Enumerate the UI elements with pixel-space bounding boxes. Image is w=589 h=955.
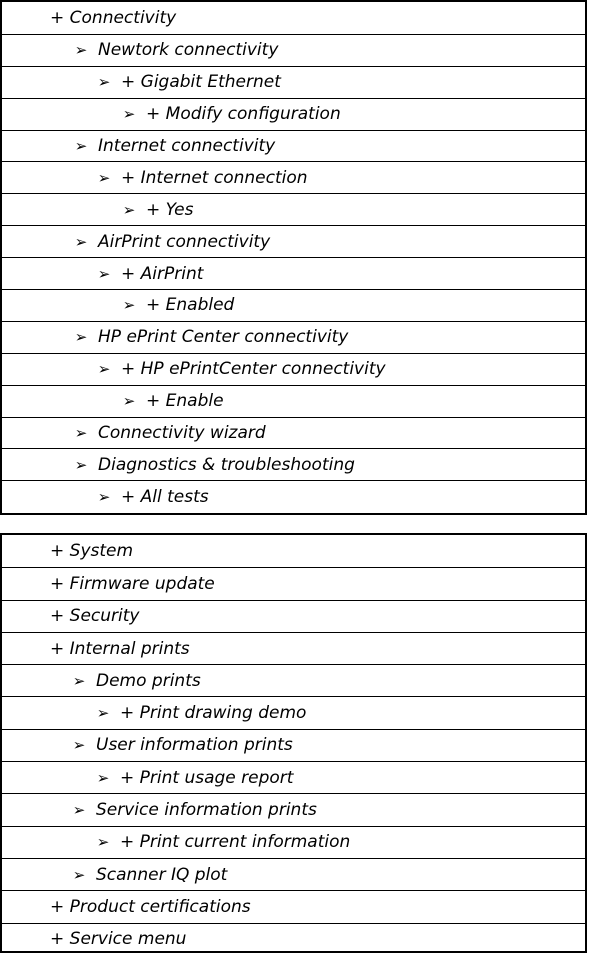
menu-row-label: + Firmware update [50, 573, 215, 594]
menu-row-label: + Internet connection [121, 167, 308, 188]
menu-row-label: + Print drawing demo [120, 703, 307, 724]
menu-row-service-menu [2, 923, 585, 955]
menu-row-network-connectivity [2, 34, 585, 66]
menu-row-security [2, 600, 585, 632]
arrow-bullet-icon: ➢ [122, 296, 136, 315]
menu-row-internal-prints [2, 632, 585, 664]
menu-row-enable [2, 385, 585, 417]
arrow-bullet-icon: ➢ [74, 137, 88, 155]
menu-row-label: + Yes [146, 199, 194, 220]
menu-row-label: + Print current information [120, 832, 351, 853]
arrow-bullet-icon: ➢ [97, 73, 111, 92]
menu-row-hp-eprintcenter-connectivity [2, 353, 585, 385]
menu-row-label: Newtork connectivity [98, 40, 279, 61]
arrow-bullet-icon: ➢ [74, 41, 88, 60]
menu-row-label: + Internal prints [50, 638, 190, 659]
menu-row-label: + Connectivity [50, 7, 177, 28]
menu-row-print-drawing-demo [2, 696, 585, 728]
menu-row-label: + Enabled [146, 295, 235, 316]
arrow-bullet-icon: ➢ [122, 200, 136, 219]
menu-row-label: + Product certifications [50, 896, 251, 917]
menu-row-label: + All tests [121, 486, 209, 507]
arrow-bullet-icon: ➢ [96, 704, 110, 723]
arrow-bullet-icon: ➢ [97, 264, 111, 283]
menu-row-user-information-prints [2, 729, 585, 761]
arrow-bullet-icon: ➢ [72, 671, 86, 690]
menu-row-label: + HP ePrintCenter connectivity [121, 359, 386, 380]
menu-row-modify-configuration [2, 98, 585, 130]
menu-row-connectivity-wizard [2, 417, 585, 449]
menu-row-service-information-prints [2, 793, 585, 825]
menu-row-print-usage-report [2, 761, 585, 793]
menu-row-label: + Security [50, 606, 140, 627]
menu-row-label: Demo prints [96, 670, 201, 691]
menu-row-system [2, 535, 585, 567]
arrow-bullet-icon: ➢ [97, 487, 111, 506]
menu-row-label: + Gigabit Ethernet [121, 72, 281, 93]
system-menu-table [0, 533, 587, 953]
menu-row-yes [2, 193, 585, 225]
arrow-bullet-icon: ➢ [122, 105, 136, 124]
menu-row-label: Internet connectivity [98, 136, 276, 156]
menu-row-internet-connectivity [2, 130, 585, 162]
menu-row-firmware-update [2, 567, 585, 599]
menu-row-demo-prints [2, 664, 585, 696]
menu-row-connectivity [2, 2, 585, 34]
arrow-bullet-icon: ➢ [97, 168, 111, 187]
menu-row-label: Diagnostics & troubleshooting [98, 454, 355, 475]
arrow-bullet-icon: ➢ [72, 736, 86, 755]
menu-row-hp-eprint-center-connectivity [2, 321, 585, 353]
arrow-bullet-icon: ➢ [72, 865, 86, 884]
menu-row-internet-connection [2, 161, 585, 193]
menu-row-product-certifications [2, 890, 585, 922]
menu-row-label: + Print usage report [120, 767, 294, 788]
arrow-bullet-icon: ➢ [74, 232, 88, 251]
arrow-bullet-icon: ➢ [74, 328, 88, 347]
arrow-bullet-icon: ➢ [96, 833, 110, 852]
menu-row-all-tests [2, 480, 585, 512]
menu-row-diagnostics-troubleshooting [2, 448, 585, 480]
menu-row-label: HP ePrint Center connectivity [98, 327, 349, 348]
menu-row-label: + Modify configuration [146, 104, 341, 125]
arrow-bullet-icon: ➢ [96, 768, 110, 787]
menu-row-print-current-information [2, 826, 585, 858]
menu-row-gigabit-ethernet [2, 66, 585, 98]
menu-row-scanner-iq-plot [2, 858, 585, 890]
arrow-bullet-icon: ➢ [74, 455, 88, 474]
menu-row-label: + Enable [146, 391, 224, 412]
menu-row-label: Service information prints [96, 800, 317, 821]
arrow-bullet-icon: ➢ [97, 360, 111, 379]
menu-row-label: + System [50, 541, 134, 562]
menu-row-label: Scanner IQ plot [96, 864, 228, 885]
menu-row-label: + AirPrint [121, 263, 204, 284]
menu-row-label: Connectivity wizard [98, 423, 266, 444]
menu-row-label: + Service menu [50, 929, 187, 950]
arrow-bullet-icon: ➢ [122, 392, 136, 411]
arrow-bullet-icon: ➢ [72, 801, 86, 820]
menu-row-airprint-connectivity [2, 225, 585, 257]
menu-row-label: User information prints [96, 735, 293, 756]
menu-row-airprint [2, 257, 585, 289]
menu-row-enabled [2, 289, 585, 321]
arrow-bullet-icon: ➢ [74, 424, 88, 443]
menu-row-label: AirPrint connectivity [98, 231, 271, 252]
